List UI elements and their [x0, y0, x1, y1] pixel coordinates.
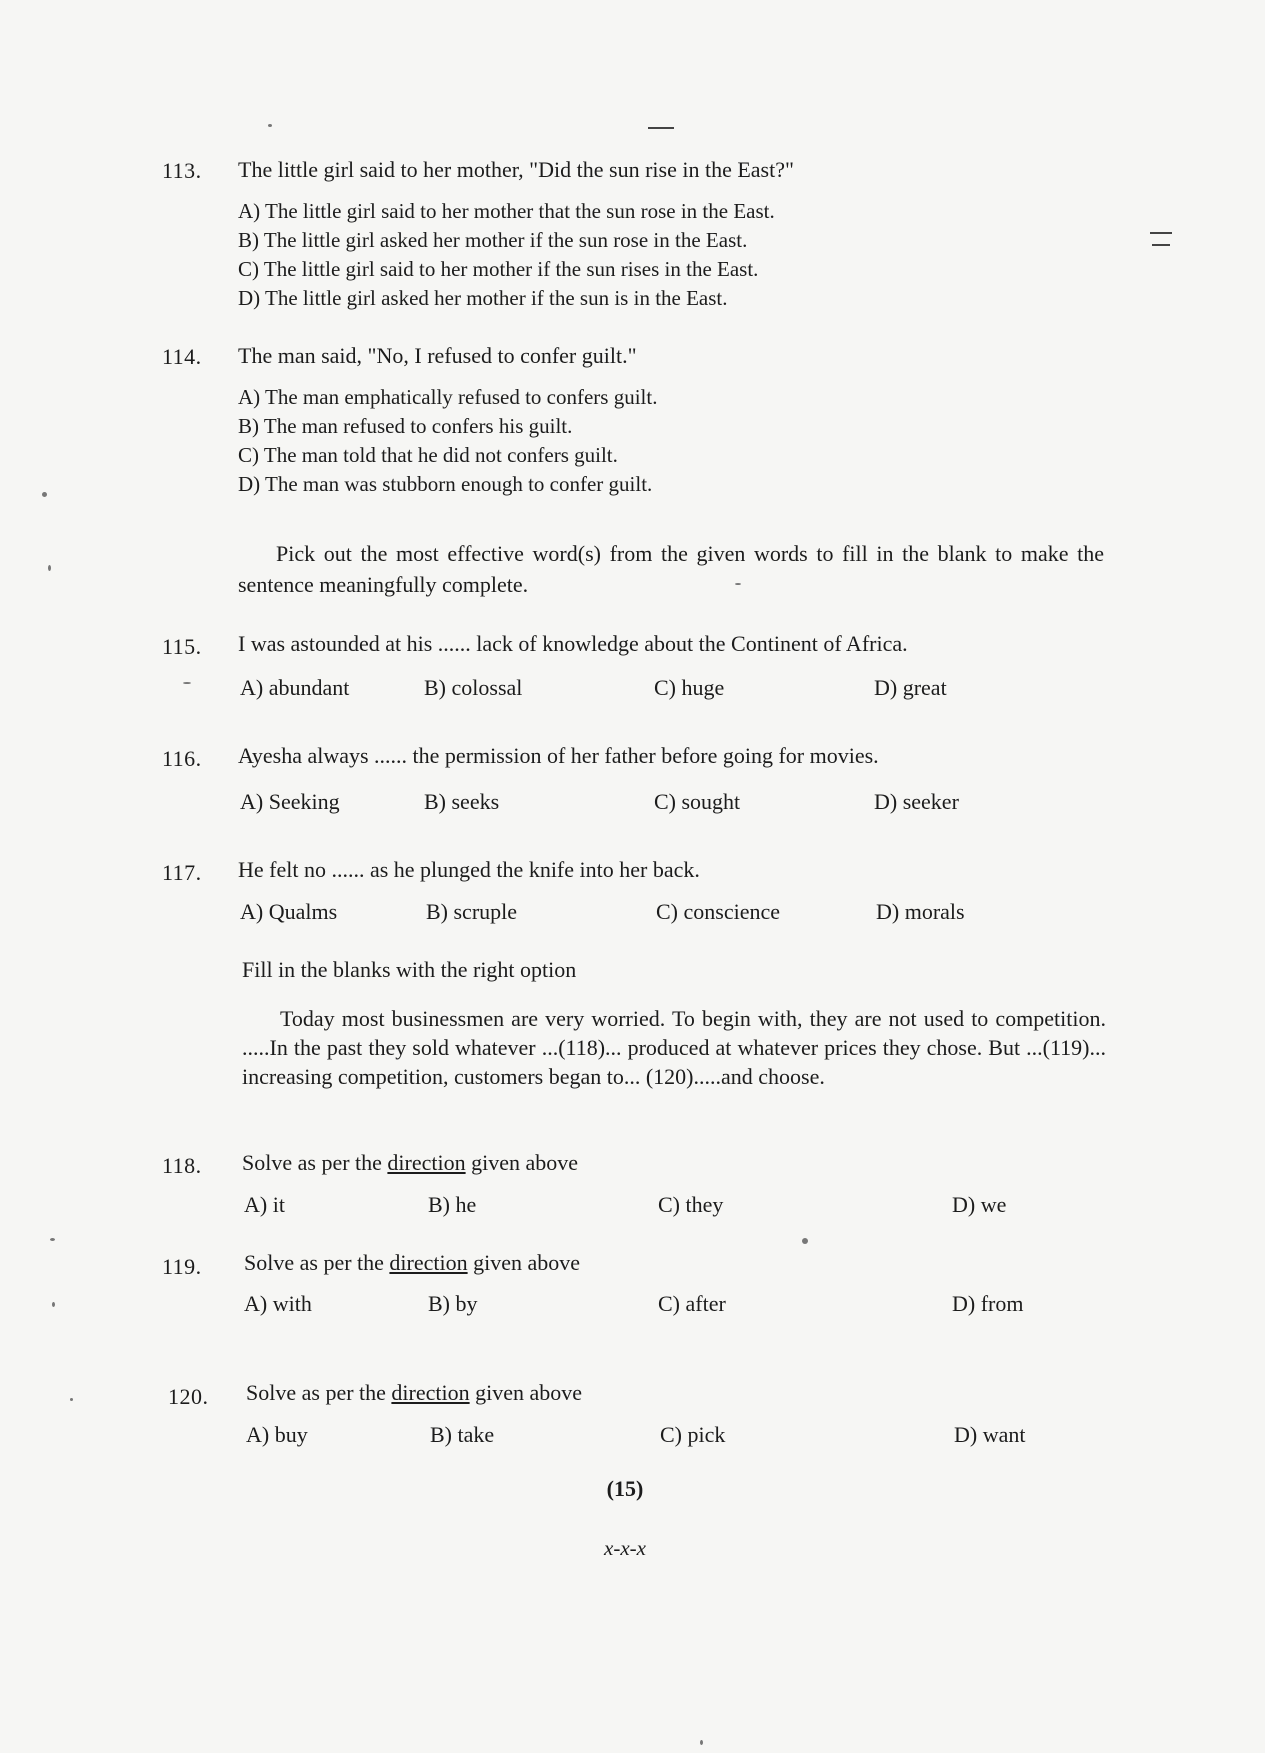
options-row	[240, 899, 1040, 929]
option-c: C) huge	[654, 675, 725, 700]
scan-speck	[183, 682, 191, 684]
scan-speck	[48, 565, 51, 571]
option-a: A) with	[244, 1291, 312, 1316]
question-text	[242, 1150, 578, 1176]
question-number: 120.	[168, 1384, 209, 1409]
option-a: A) The little girl said to her mother that the sun rose in the East.	[238, 199, 775, 223]
instruction-pick-effective: Pick out the most effective word(s) from the given words to fill in the blank to make the sentence meaningfully complete.	[238, 541, 1104, 597]
direction-link-text: direction	[389, 1250, 468, 1275]
scan-mark	[648, 127, 674, 129]
question-text: Ayesha always ...... the permission of her father before going for movies.	[238, 743, 879, 768]
options-row	[240, 789, 1040, 819]
scan-speck	[50, 1238, 55, 1241]
option-b: B) colossal	[424, 675, 523, 700]
option-b: B) seeks	[424, 789, 500, 814]
scan-speck	[268, 124, 272, 127]
question-text-after: given above	[465, 1150, 579, 1175]
question-number: 119.	[162, 1254, 202, 1279]
direction-link-text: direction	[387, 1150, 466, 1175]
end-mark: x-x-x	[604, 1536, 646, 1560]
option-d: D) The man was stubborn enough to confer guilt.	[238, 472, 653, 496]
question-text: The little girl said to her mother, "Did the sun rise in the East?"	[238, 157, 794, 182]
option-c: C) they	[658, 1192, 724, 1217]
cloze-passage: Today most businessmen are very worried. To begin with, they are not used to competition. .....In the past they sold whatever ...(118)... produced at whatever prices they chose. But ...(119)... increasing competition, customers began to... (120).....and choose.	[242, 1006, 1106, 1089]
options-row	[240, 675, 1040, 705]
question-text-before: Solve as per the	[246, 1380, 392, 1405]
option-d: D) want	[954, 1422, 1026, 1447]
options-row	[244, 1192, 1044, 1222]
options-row	[246, 1422, 1046, 1452]
option-c: C) conscience	[656, 899, 780, 924]
question-number: 114.	[162, 344, 202, 369]
question-text-after: given above	[469, 1380, 583, 1405]
question-text-after: given above	[467, 1250, 581, 1275]
option-d: D) we	[952, 1192, 1007, 1217]
option-b: B) The man refused to confers his guilt.	[238, 414, 573, 438]
question-text-before: Solve as per the	[244, 1250, 390, 1275]
option-a: A) buy	[246, 1422, 308, 1447]
option-b: B) take	[430, 1422, 495, 1447]
page-number: (15)	[606, 1476, 644, 1501]
option-b: B) scruple	[426, 899, 518, 924]
option-a: A) Qualms	[240, 899, 338, 924]
options-row	[244, 1291, 1044, 1321]
option-c: C) The man told that he did not confers guilt.	[238, 443, 618, 467]
question-text: I was astounded at his ...... lack of knowledge about the Continent of Africa.	[238, 631, 908, 656]
option-c: C) pick	[660, 1422, 726, 1447]
question-number: 116.	[162, 746, 202, 771]
option-d: D) great	[874, 675, 947, 700]
scan-speck	[42, 492, 47, 497]
option-c: C) The little girl said to her mother if the sun rises in the East.	[238, 257, 759, 281]
instruction-fill-blanks: Fill in the blanks with the right option	[242, 957, 577, 982]
option-c: C) sought	[654, 789, 741, 814]
option-c: C) after	[658, 1291, 726, 1316]
scan-mark	[1150, 232, 1172, 234]
scan-speck	[700, 1740, 703, 1745]
option-d: D) seeker	[874, 789, 959, 814]
question-text: The man said, "No, I refused to confer guilt."	[238, 343, 637, 368]
option-d: D) morals	[876, 899, 965, 924]
option-a: A) The man emphatically refused to confers guilt.	[238, 385, 658, 409]
scan-speck	[52, 1302, 55, 1307]
question-text	[244, 1250, 580, 1276]
question-number: 118.	[162, 1153, 202, 1178]
option-b: B) he	[428, 1192, 477, 1217]
option-b: B) by	[428, 1291, 478, 1316]
scan-speck	[70, 1398, 73, 1401]
question-number: 117.	[162, 860, 202, 885]
question-text-before: Solve as per the	[242, 1150, 388, 1175]
option-b: B) The little girl asked her mother if the sun rose in the East.	[238, 228, 748, 252]
direction-link-text: direction	[391, 1380, 470, 1405]
question-text: He felt no ...... as he plunged the knife into her back.	[238, 857, 700, 882]
option-a: A) it	[244, 1192, 285, 1217]
option-a: A) Seeking	[240, 789, 340, 814]
option-d: D) from	[952, 1291, 1024, 1316]
scan-mark	[1152, 244, 1170, 246]
option-d: D) The little girl asked her mother if the sun is in the East.	[238, 286, 728, 310]
option-a: A) abundant	[240, 675, 350, 700]
question-number: 115.	[162, 634, 202, 659]
scan-speck	[802, 1238, 808, 1244]
question-number: 113.	[162, 158, 202, 183]
question-text	[246, 1380, 582, 1406]
